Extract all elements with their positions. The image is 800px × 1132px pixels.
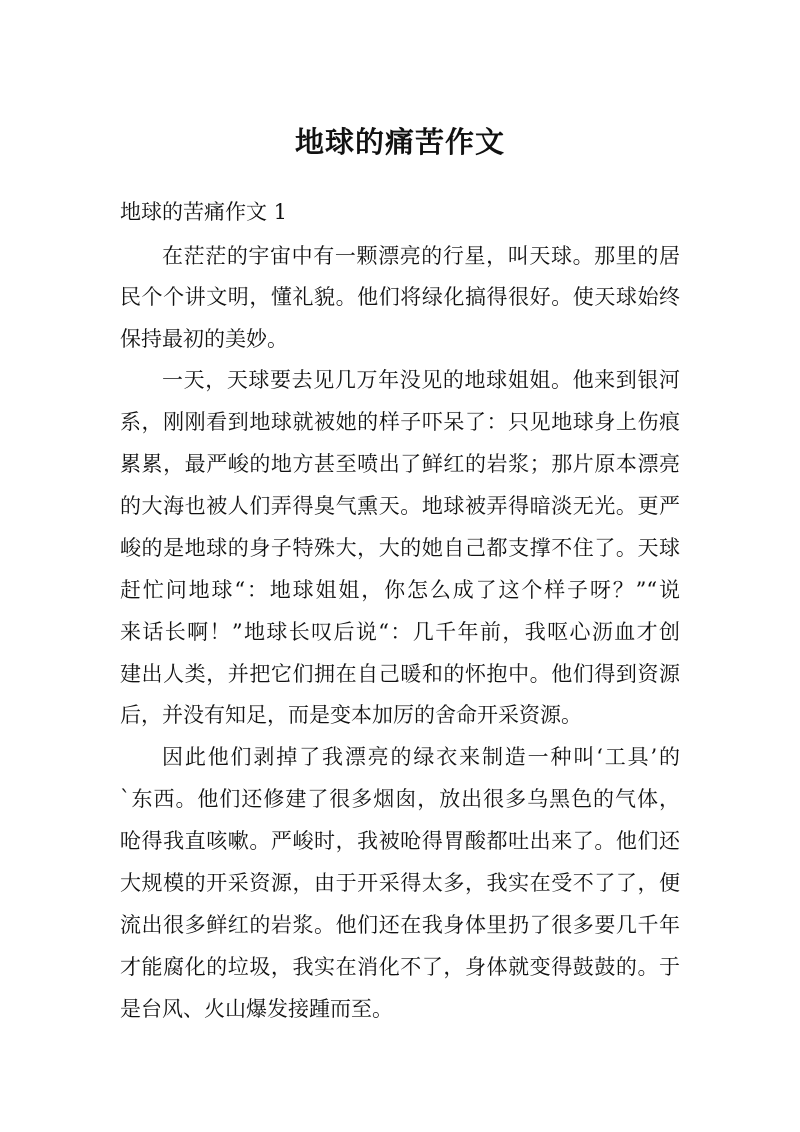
text-line: 民个个讲文明，懂礼貌。他们将绿化搞得很好。使天球始终 [120,285,680,309]
text-line: 系，刚刚看到地球就被她的样子吓呆了：只见地球身上伤痕 [120,410,680,434]
text-line: 大规模的开采资源，由于开采得太多，我实在受不了了，便 [120,871,680,895]
text-line: 是台风、火山爆发接踵而至。 [120,997,393,1021]
text-line: `东西。他们还修建了很多烟囱，放出很多乌黑色的气体， [120,787,680,811]
page-title: 地球的痛苦作文 [294,125,505,159]
text-line: 才能腐化的垃圾，我实在消化不了，身体就变得鼓鼓的。于 [120,955,680,979]
text-line: 在茫茫的宇宙中有一颗漂亮的行星，叫天球。那里的居 [162,244,680,268]
text-line: 一天，天球要去见几万年没见的地球姐姐。他来到银河 [162,368,680,392]
text-line: 呛得我直咳嗽。严峻时，我被呛得胃酸都吐出来了。他们还 [120,829,680,853]
text-line: 累累，最严峻的地方甚至喷出了鲜红的岩浆；那片原本漂亮 [120,452,680,476]
text-line: 的大海也被人们弄得臭气熏天。地球被弄得暗淡无光。更严 [120,494,680,518]
text-line: 保持最初的美妙。 [120,327,288,351]
text-line: 峻的是地球的身子特殊大，大的她自己都支撑不住了。天球 [120,536,680,560]
text-line: 来话长啊！”地球长叹后说“：几千年前，我呕心沥血才创 [120,620,680,644]
essay-subtitle: 地球的苦痛作文 1 [120,200,288,224]
text-line: 赶忙问地球“：地球姐姐，你怎么成了这个样子呀？”“说 [120,578,680,602]
text-line: 流出很多鲜红的岩浆。他们还在我身体里扔了很多要几千年 [120,913,680,937]
text-line: 建出人类，并把它们拥在自己暖和的怀抱中。他们得到资源 [120,662,680,686]
text-line: 因此他们剥掉了我漂亮的绿衣来制造一种叫‘工具’的 [162,745,680,769]
text-line: 后，并没有知足，而是变本加厉的舍命开采资源。 [120,703,582,727]
